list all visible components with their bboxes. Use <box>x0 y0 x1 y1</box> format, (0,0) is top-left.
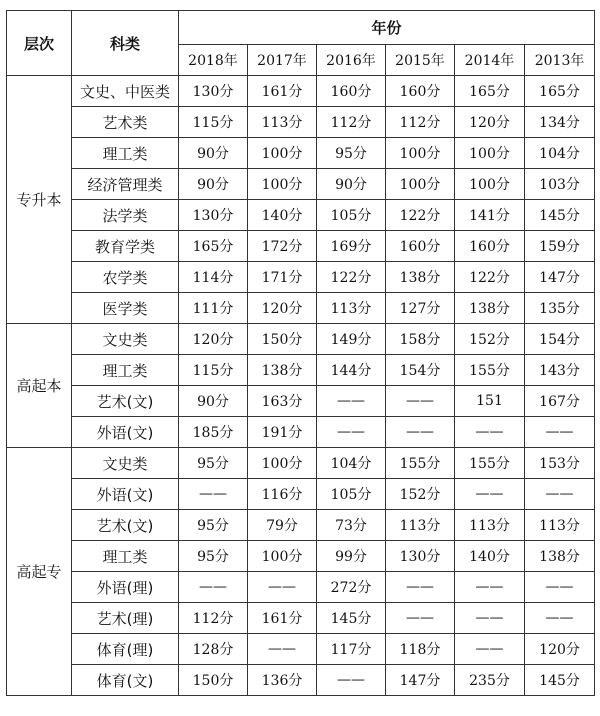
score-cell: —— <box>317 386 386 417</box>
score-cell: 100分 <box>248 448 317 479</box>
score-cell: —— <box>455 603 525 634</box>
score-cell: 135分 <box>525 293 595 324</box>
score-cell: 154分 <box>525 324 595 355</box>
score-cell: 103分 <box>525 169 595 200</box>
score-cell: 113分 <box>525 510 595 541</box>
table-body <box>7 76 595 696</box>
year-header: 2018年 <box>179 45 248 76</box>
score-cell: 235分 <box>455 665 525 696</box>
subject-cell: 文史类 <box>72 324 179 355</box>
score-cell: 160分 <box>386 76 455 107</box>
subject-cell: 艺术(文) <box>72 510 179 541</box>
score-table <box>6 10 595 696</box>
score-cell: 114分 <box>179 262 248 293</box>
score-cell: 100分 <box>386 138 455 169</box>
score-cell: —— <box>455 572 525 603</box>
subject-cell: 农学类 <box>72 262 179 293</box>
year-header: 2017年 <box>248 45 317 76</box>
score-cell: —— <box>525 572 595 603</box>
score-cell: 115分 <box>179 355 248 386</box>
score-cell: —— <box>317 417 386 448</box>
score-cell: 112分 <box>317 107 386 138</box>
score-cell: 117分 <box>317 634 386 665</box>
score-cell: 99分 <box>317 541 386 572</box>
score-cell: 165分 <box>179 231 248 262</box>
table-row <box>7 231 595 262</box>
score-cell: 169分 <box>317 231 386 262</box>
table-row <box>7 262 595 293</box>
score-cell: —— <box>317 665 386 696</box>
score-cell: 113分 <box>386 510 455 541</box>
subject-cell: 教育学类 <box>72 231 179 262</box>
score-cell: 116分 <box>248 479 317 510</box>
table-row <box>7 200 595 231</box>
subject-cell: 外语(文) <box>72 479 179 510</box>
score-cell: 150分 <box>248 324 317 355</box>
score-cell: 127分 <box>386 293 455 324</box>
score-cell: —— <box>386 417 455 448</box>
score-cell: 130分 <box>386 541 455 572</box>
score-cell: 79分 <box>248 510 317 541</box>
score-cell: 158分 <box>386 324 455 355</box>
score-cell: 112分 <box>179 603 248 634</box>
table-row <box>7 293 595 324</box>
score-cell: 272分 <box>317 572 386 603</box>
subject-cell: 理工类 <box>72 138 179 169</box>
score-cell: —— <box>386 572 455 603</box>
subject-cell: 理工类 <box>72 355 179 386</box>
score-cell: 130分 <box>179 76 248 107</box>
score-cell: 152分 <box>455 324 525 355</box>
score-cell: 150分 <box>179 665 248 696</box>
score-cell: 115分 <box>179 107 248 138</box>
year-header: 2014年 <box>455 45 525 76</box>
subject-cell: 理工类 <box>72 541 179 572</box>
score-cell: —— <box>179 479 248 510</box>
score-cell: 100分 <box>455 138 525 169</box>
score-cell: 128分 <box>179 634 248 665</box>
subject-cell: 艺术(理) <box>72 603 179 634</box>
score-cell: 152分 <box>386 479 455 510</box>
score-cell: —— <box>525 603 595 634</box>
subject-cell: 外语(文) <box>72 417 179 448</box>
table-row <box>7 479 595 510</box>
year-header: 2015年 <box>386 45 455 76</box>
score-cell: —— <box>455 634 525 665</box>
subject-cell: 外语(理) <box>72 572 179 603</box>
score-cell: 154分 <box>386 355 455 386</box>
score-cell: 122分 <box>317 262 386 293</box>
level-cell: 专升本 <box>7 76 72 324</box>
table-row <box>7 572 595 603</box>
score-cell: 138分 <box>386 262 455 293</box>
score-cell: 105分 <box>317 479 386 510</box>
table-row <box>7 417 595 448</box>
score-cell: 185分 <box>179 417 248 448</box>
table-row <box>7 386 595 417</box>
score-cell: 172分 <box>248 231 317 262</box>
table-row <box>7 138 595 169</box>
score-cell: 113分 <box>455 510 525 541</box>
score-cell: 100分 <box>248 138 317 169</box>
level-cell: 高起专 <box>7 448 72 696</box>
score-cell: 163分 <box>248 386 317 417</box>
score-cell: —— <box>248 572 317 603</box>
score-cell: 167分 <box>525 386 595 417</box>
score-cell: 100分 <box>455 169 525 200</box>
subject-cell: 法学类 <box>72 200 179 231</box>
score-cell: —— <box>248 634 317 665</box>
score-cell: 120分 <box>525 634 595 665</box>
score-cell: 141分 <box>455 200 525 231</box>
score-cell: 138分 <box>525 541 595 572</box>
score-cell: 120分 <box>248 293 317 324</box>
score-cell: —— <box>455 417 525 448</box>
score-cell: 111分 <box>179 293 248 324</box>
table-row <box>7 169 595 200</box>
subject-cell: 经济管理类 <box>72 169 179 200</box>
score-cell: 145分 <box>525 200 595 231</box>
score-cell: 95分 <box>317 138 386 169</box>
subject-cell: 体育(文) <box>72 665 179 696</box>
table-row <box>7 541 595 572</box>
score-cell: 134分 <box>525 107 595 138</box>
score-cell: 165分 <box>525 76 595 107</box>
score-cell: 144分 <box>317 355 386 386</box>
table-row <box>7 355 595 386</box>
level-cell: 高起本 <box>7 324 72 448</box>
score-cell: —— <box>386 386 455 417</box>
score-cell: 100分 <box>248 169 317 200</box>
score-cell: 143分 <box>525 355 595 386</box>
score-cell: 95分 <box>179 541 248 572</box>
score-cell: 140分 <box>248 200 317 231</box>
score-cell: 100分 <box>386 169 455 200</box>
table-row <box>7 634 595 665</box>
score-cell: 104分 <box>525 138 595 169</box>
score-cell: 113分 <box>317 293 386 324</box>
score-cell: 122分 <box>455 262 525 293</box>
score-cell: 161分 <box>248 76 317 107</box>
score-cell: 165分 <box>455 76 525 107</box>
table-row <box>7 603 595 634</box>
subject-header: 科类 <box>72 11 179 76</box>
subject-cell: 体育(理) <box>72 634 179 665</box>
score-cell: 136分 <box>248 665 317 696</box>
score-cell: 149分 <box>317 324 386 355</box>
table-row <box>7 107 595 138</box>
subject-cell: 文史、中医类 <box>72 76 179 107</box>
table-row <box>7 448 595 479</box>
score-cell: 112分 <box>386 107 455 138</box>
score-cell: 155分 <box>386 448 455 479</box>
score-cell: 90分 <box>317 169 386 200</box>
score-cell: 120分 <box>179 324 248 355</box>
score-cell: 104分 <box>317 448 386 479</box>
year-header: 2016年 <box>317 45 386 76</box>
score-cell: 95分 <box>179 510 248 541</box>
score-cell: 122分 <box>386 200 455 231</box>
score-cell: 171分 <box>248 262 317 293</box>
subject-cell: 医学类 <box>72 293 179 324</box>
score-cell: 155分 <box>455 448 525 479</box>
subject-cell: 艺术类 <box>72 107 179 138</box>
table-row <box>7 665 595 696</box>
score-cell: 160分 <box>317 76 386 107</box>
score-cell: —— <box>455 479 525 510</box>
score-cell: 130分 <box>179 200 248 231</box>
score-cell: 73分 <box>317 510 386 541</box>
table-row <box>7 324 595 355</box>
score-cell: 145分 <box>525 665 595 696</box>
score-cell: 120分 <box>455 107 525 138</box>
score-cell: 138分 <box>455 293 525 324</box>
score-cell: —— <box>525 417 595 448</box>
score-cell: —— <box>525 479 595 510</box>
level-header: 层次 <box>7 11 72 76</box>
score-cell: 161分 <box>248 603 317 634</box>
score-cell: 145分 <box>317 603 386 634</box>
score-cell: 147分 <box>386 665 455 696</box>
score-cell: 153分 <box>525 448 595 479</box>
score-cell: 138分 <box>248 355 317 386</box>
score-cell: 160分 <box>455 231 525 262</box>
subject-cell: 文史类 <box>72 448 179 479</box>
subject-cell: 艺术(文) <box>72 386 179 417</box>
score-cell: 90分 <box>179 138 248 169</box>
score-cell: 159分 <box>525 231 595 262</box>
score-cell: 151 <box>455 386 525 417</box>
table-row <box>7 76 595 107</box>
score-cell: 100分 <box>248 541 317 572</box>
score-cell: 160分 <box>386 231 455 262</box>
table-row <box>7 510 595 541</box>
score-cell: 105分 <box>317 200 386 231</box>
score-cell: 90分 <box>179 386 248 417</box>
score-cell: 140分 <box>455 541 525 572</box>
score-cell: 118分 <box>386 634 455 665</box>
score-cell: 191分 <box>248 417 317 448</box>
table-header <box>7 11 595 76</box>
score-cell: —— <box>179 572 248 603</box>
year-group-header: 年份 <box>179 11 595 45</box>
score-cell: 95分 <box>179 448 248 479</box>
year-header: 2013年 <box>525 45 595 76</box>
score-cell: 155分 <box>455 355 525 386</box>
score-cell: 113分 <box>248 107 317 138</box>
score-cell: —— <box>386 603 455 634</box>
score-cell: 147分 <box>525 262 595 293</box>
score-cell: 90分 <box>179 169 248 200</box>
